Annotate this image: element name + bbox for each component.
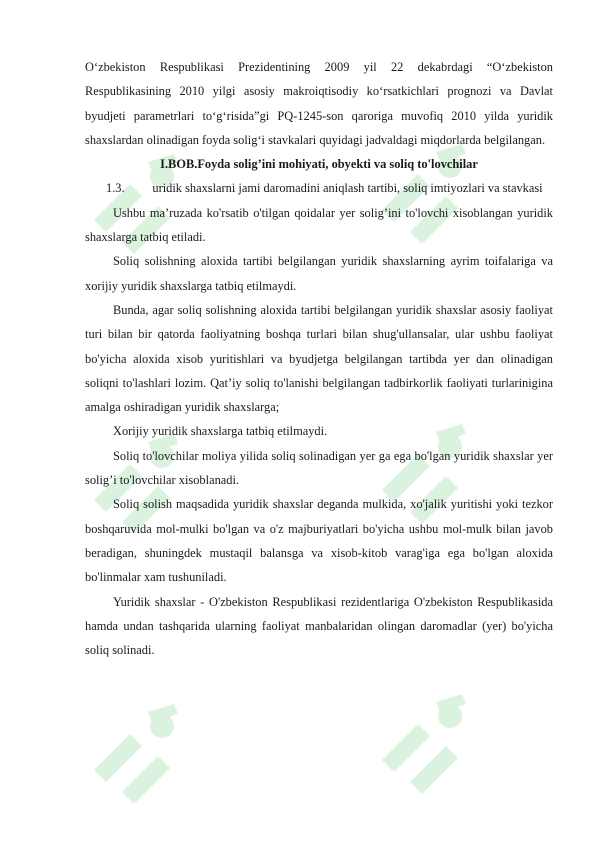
body-paragraph: Soliq to'lovchilar moliya yilida soliq solinadigan yer ga ega bo'lgan yuridik shaxslar yer solig’i to'lovchilar xisoblanadi. — [85, 448, 553, 488]
body-paragraph: Soliq solishning aloxida tartibi belgilangan yuridik shaxslarning ayrim toifalariga va xorijiy yuridik shaxslarga tatbiq etilmaydi. — [85, 254, 553, 293]
body-paragraph: Xorijiy yuridik shaxslarga tatbiq etilmaydi. — [113, 424, 328, 439]
body-paragraph: Soliq solish maqsadida yuridik shaxslar deganda mulkida, xo'jalik yuritishi yoki tezkor boshqaruvida mol-mulki bo'lgan va o'z majburiyatlari bo'yicha ushbu mol-mulk bilan javob beradigan, shuningdek mustaqil balansga va xisob-kitob varag'iga ega bo'lgan aloxida bo'linmalar xam tushuniladi. — [85, 497, 553, 585]
section-title: uridik shaxslarni jami daromadini aniqlash tartibi, soliq imtiyozlari va stavkasi — [152, 181, 543, 196]
chapter-heading: I.BOB.Foyda solig’ini mohiyati, obyekti va soliq to'lovchilar — [160, 157, 478, 172]
watermark-logo-icon — [370, 690, 480, 800]
body-paragraph: Bunda, agar soliq solishning aloxida tartibi belgilangan yuridik shaxslar asosiy faoliyat turi bilan bir qatorda faoliyatning boshqa turlari bilan shug'ullansalar, ular ushbu faoliyat bo'yicha aloxida xisob yuritishlari va byudjetga belgilangan tartibda yer dan olinadigan soliqni to'lashlari lozim. Qat’iy soliq to'lanishi belgilangan tadbirkorlik faoliyati turlarinigina amalga oshiradigan yuridik shaxslarga; — [85, 302, 553, 415]
section-number: 1.3. — [106, 181, 125, 196]
intro-paragraph: O‘zbekiston Respublikasi Prezidentining 2009 yil 22 dekabrdagi “O‘zbekiston Respublikasining 2010 yilgi asosiy makroiqtisodiy ko‘rsatkichlari prognozi va Davlat byudjeti parametrlari to‘g‘risida”gi PQ-1245-son qaroriga muvofiq 2010 yilda yuridik shaxslardan olinadigan foyda solig‘i stavkalari quyidagi jadvaldagi miqdorlarda belgilangan. — [85, 60, 553, 147]
section-item — [85, 176, 553, 200]
body-paragraph: Ushbu ma’ruzada ko'rsatib o'tilgan qoidalar yer solig’ini to'lovchi xisoblangan yuridik shaxslarga tatbiq etiladi. — [85, 205, 553, 245]
watermark-logo-icon — [82, 700, 192, 810]
document-body — [85, 55, 553, 662]
body-paragraph: Yuridik shaxslar - O'zbekiston Respublikasi rezidentlariga O'zbekiston Respublikasida hamda undan tashqarida ularning faoliyat manbalaridan olingan daromadlar (yer) bo'yicha soliq solinadi. — [85, 594, 553, 658]
